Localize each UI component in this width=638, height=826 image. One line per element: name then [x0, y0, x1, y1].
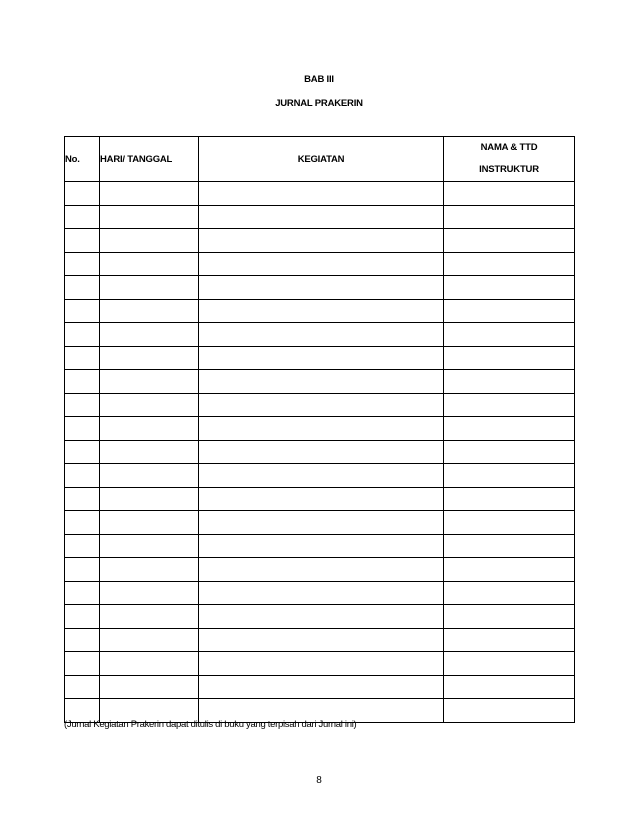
cell-day-date — [100, 417, 199, 441]
cell-instructor — [444, 393, 575, 417]
cell-instructor — [444, 417, 575, 441]
cell-activity — [199, 558, 444, 582]
cell-instructor — [444, 323, 575, 347]
cell-day-date — [100, 440, 199, 464]
cell-activity — [199, 346, 444, 370]
cell-activity — [199, 605, 444, 629]
chapter-heading: BAB III — [304, 74, 334, 85]
cell-no — [65, 605, 100, 629]
journal-note: (Jurnal Kegiatan Prakerin dapat ditulis di buku yang terpisah dari Jurnal ini) — [64, 719, 357, 730]
cell-instructor — [444, 558, 575, 582]
cell-activity — [199, 393, 444, 417]
cell-no — [65, 675, 100, 699]
cell-instructor — [444, 675, 575, 699]
table-row — [65, 205, 575, 229]
cell-day-date — [100, 605, 199, 629]
cell-activity — [199, 652, 444, 676]
table-row — [65, 393, 575, 417]
table-row — [65, 323, 575, 347]
cell-no — [65, 464, 100, 488]
cell-instructor — [444, 464, 575, 488]
cell-activity — [199, 252, 444, 276]
cell-activity — [199, 464, 444, 488]
table-row — [65, 628, 575, 652]
table-row — [65, 370, 575, 394]
table-row — [65, 558, 575, 582]
cell-no — [65, 652, 100, 676]
page-title: JURNAL PRAKERIN — [275, 98, 363, 109]
cell-no — [65, 440, 100, 464]
cell-activity — [199, 440, 444, 464]
journal-table-body — [65, 182, 575, 723]
table-row — [65, 182, 575, 206]
cell-no — [65, 558, 100, 582]
table-row — [65, 299, 575, 323]
cell-instructor — [444, 605, 575, 629]
cell-activity — [199, 205, 444, 229]
table-row — [65, 252, 575, 276]
cell-no — [65, 182, 100, 206]
cell-no — [65, 628, 100, 652]
journal-table — [64, 136, 575, 723]
cell-activity — [199, 675, 444, 699]
cell-day-date — [100, 652, 199, 676]
cell-day-date — [100, 487, 199, 511]
cell-day-date — [100, 229, 199, 253]
cell-instructor — [444, 487, 575, 511]
cell-no — [65, 511, 100, 535]
cell-instructor — [444, 511, 575, 535]
column-header-instructor — [444, 137, 575, 182]
cell-activity — [199, 511, 444, 535]
cell-instructor — [444, 299, 575, 323]
cell-day-date — [100, 276, 199, 300]
cell-no — [65, 346, 100, 370]
cell-instructor — [444, 652, 575, 676]
table-row — [65, 464, 575, 488]
cell-day-date — [100, 346, 199, 370]
cell-no — [65, 299, 100, 323]
cell-instructor — [444, 534, 575, 558]
cell-day-date — [100, 323, 199, 347]
cell-activity — [199, 229, 444, 253]
column-header-day-date: HARI/ TANGGAL — [100, 137, 199, 182]
cell-instructor — [444, 699, 575, 723]
table-row — [65, 229, 575, 253]
cell-instructor — [444, 440, 575, 464]
cell-activity — [199, 628, 444, 652]
cell-day-date — [100, 299, 199, 323]
table-row — [65, 581, 575, 605]
cell-activity — [199, 182, 444, 206]
cell-instructor — [444, 252, 575, 276]
cell-day-date — [100, 252, 199, 276]
cell-day-date — [100, 628, 199, 652]
page-number: 8 — [316, 775, 322, 786]
table-row — [65, 417, 575, 441]
cell-no — [65, 205, 100, 229]
cell-instructor — [444, 346, 575, 370]
cell-day-date — [100, 534, 199, 558]
table-row — [65, 511, 575, 535]
column-header-instructor-line2: INSTRUKTUR — [479, 164, 539, 175]
column-header-no: No. — [65, 137, 100, 182]
table-row — [65, 276, 575, 300]
cell-no — [65, 487, 100, 511]
table-row — [65, 605, 575, 629]
cell-activity — [199, 276, 444, 300]
cell-no — [65, 370, 100, 394]
cell-day-date — [100, 558, 199, 582]
cell-instructor — [444, 205, 575, 229]
cell-day-date — [100, 581, 199, 605]
table-header-row — [65, 137, 575, 182]
cell-no — [65, 276, 100, 300]
cell-day-date — [100, 511, 199, 535]
cell-no — [65, 393, 100, 417]
cell-day-date — [100, 370, 199, 394]
column-header-instructor-line1: NAMA & TTD — [480, 142, 538, 153]
cell-activity — [199, 417, 444, 441]
cell-no — [65, 534, 100, 558]
cell-activity — [199, 534, 444, 558]
table-row — [65, 652, 575, 676]
cell-no — [65, 252, 100, 276]
cell-day-date — [100, 464, 199, 488]
column-header-activity: KEGIATAN — [199, 137, 444, 182]
cell-day-date — [100, 205, 199, 229]
cell-no — [65, 229, 100, 253]
cell-no — [65, 417, 100, 441]
cell-instructor — [444, 276, 575, 300]
cell-day-date — [100, 182, 199, 206]
table-row — [65, 440, 575, 464]
cell-activity — [199, 487, 444, 511]
cell-instructor — [444, 628, 575, 652]
cell-no — [65, 581, 100, 605]
table-row — [65, 487, 575, 511]
cell-activity — [199, 323, 444, 347]
table-row — [65, 346, 575, 370]
table-row — [65, 675, 575, 699]
cell-activity — [199, 370, 444, 394]
cell-instructor — [444, 229, 575, 253]
cell-activity — [199, 299, 444, 323]
cell-day-date — [100, 393, 199, 417]
cell-activity — [199, 581, 444, 605]
cell-day-date — [100, 675, 199, 699]
table-row — [65, 534, 575, 558]
cell-instructor — [444, 370, 575, 394]
cell-instructor — [444, 182, 575, 206]
cell-instructor — [444, 581, 575, 605]
cell-no — [65, 323, 100, 347]
